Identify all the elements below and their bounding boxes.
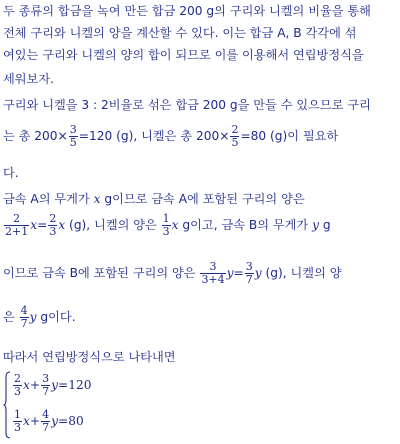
frac-num: 4 (20, 304, 28, 317)
p2-line2-c: =80 (g)이 필요하 (240, 129, 339, 143)
frac-den: 3 (14, 385, 21, 398)
fraction-3-7 (245, 261, 254, 286)
fraction-1-3 (162, 213, 171, 238)
frac-num: 4 (42, 408, 50, 421)
frac-num: 2 (231, 123, 239, 136)
plus-sign: + (29, 414, 41, 428)
frac-num: 1 (162, 212, 170, 225)
p3-line1 (3, 190, 305, 207)
frac-num: 3 (209, 260, 217, 273)
p3-line1-a: 금속 A의 무게가 (3, 192, 94, 206)
p1-line3: 여있는 구리와 니켈의 양의 합이 되므로 이를 이용해서 연립방정식을 (3, 48, 364, 62)
p2-line2-a: 는 총 200× (3, 129, 68, 143)
var-y: y (254, 266, 262, 280)
fraction-1-3 (13, 409, 22, 434)
var-y: y (51, 414, 58, 428)
equals-sign: = (233, 266, 244, 280)
p3-line4-b: g이다. (36, 310, 76, 324)
var-y: y (29, 310, 37, 324)
frac-den: 5 (231, 136, 239, 149)
p3-line2-c: g이고, 금속 B의 무게가 (178, 218, 313, 232)
left-brace-icon (3, 371, 11, 439)
fraction-3-7 (41, 373, 50, 398)
frac-num: 2 (14, 372, 21, 385)
frac-num: 3 (42, 372, 50, 385)
p3-line3 (3, 261, 342, 286)
equation-1-rhs: =120 (57, 378, 92, 392)
var-x: x (30, 218, 38, 232)
fraction-2-3 (13, 373, 22, 398)
p3-line2-b: (g), 니켈의 양은 (65, 218, 161, 232)
frac-num: 3 (245, 260, 253, 273)
p1-line4: 세워보자. (3, 72, 54, 86)
frac-den: 3 (49, 225, 57, 238)
fraction-4-7 (20, 305, 29, 330)
equation-system (3, 371, 133, 439)
p4-line1: 따라서 연립방정식으로 나타내면 (3, 350, 176, 364)
frac-den: 2+1 (5, 225, 29, 238)
frac-den: 7 (42, 385, 50, 398)
frac-den: 7 (42, 421, 50, 434)
p2-line3: 다. (3, 166, 19, 180)
fraction-3-over-3plus4 (200, 261, 225, 286)
var-x: x (171, 218, 179, 232)
frac-den: 3+4 (201, 273, 225, 286)
var-y: y (226, 266, 234, 280)
p2-line1: 구리와 니켈을 3 : 2비율로 섞은 합금 200 g을 만들 수 있으므로 구리 (3, 98, 371, 112)
equation-1 (12, 373, 91, 398)
p3-line4 (3, 305, 76, 330)
equation-2 (12, 409, 84, 434)
p3-line1-b: g이므로 금속 A에 포함된 구리의 양은 (100, 192, 305, 206)
frac-den: 7 (20, 317, 28, 330)
p3-line2 (3, 213, 331, 238)
var-x: x (23, 378, 30, 392)
fraction-4-7 (41, 409, 50, 434)
var-x: x (58, 218, 66, 232)
fraction-2-5 (230, 124, 239, 149)
var-y: y (51, 378, 58, 392)
p3-line2-d: g (318, 218, 331, 232)
frac-num: 1 (14, 408, 21, 421)
fraction-3-5 (69, 124, 78, 149)
p2-line2 (3, 124, 338, 149)
p3-line3-a: 이므로 금속 B에 포함된 구리의 양은 (3, 266, 200, 280)
fraction-2-3 (48, 213, 57, 238)
var-x: x (23, 414, 30, 428)
equation-2-rhs: =80 (57, 414, 84, 428)
var-x: x (93, 192, 101, 206)
var-y: y (312, 218, 319, 232)
frac-den: 5 (69, 136, 77, 149)
p1-line1: 두 종류의 합금을 녹여 만든 합금 200 g의 구리와 니켈의 비율을 통해 (3, 4, 371, 18)
p3-line3-b: (g), 니켈의 양 (261, 266, 342, 280)
fraction-2-over-2plus1 (4, 213, 29, 238)
frac-den: 7 (245, 273, 253, 286)
frac-num: 2 (13, 212, 21, 225)
equals-sign: = (37, 218, 48, 232)
frac-den: 3 (162, 225, 170, 238)
plus-sign: + (29, 378, 41, 392)
frac-den: 3 (14, 421, 21, 434)
frac-num: 2 (49, 212, 57, 225)
p1-line2: 전체 구리와 니켈의 양을 계산할 수 있다. 이는 합금 A, B 각각에 섞 (3, 26, 357, 40)
p2-line2-b: =120 (g), 니켈은 총 200× (78, 129, 230, 143)
frac-num: 3 (69, 123, 77, 136)
p3-line4-a: 은 (3, 310, 19, 324)
